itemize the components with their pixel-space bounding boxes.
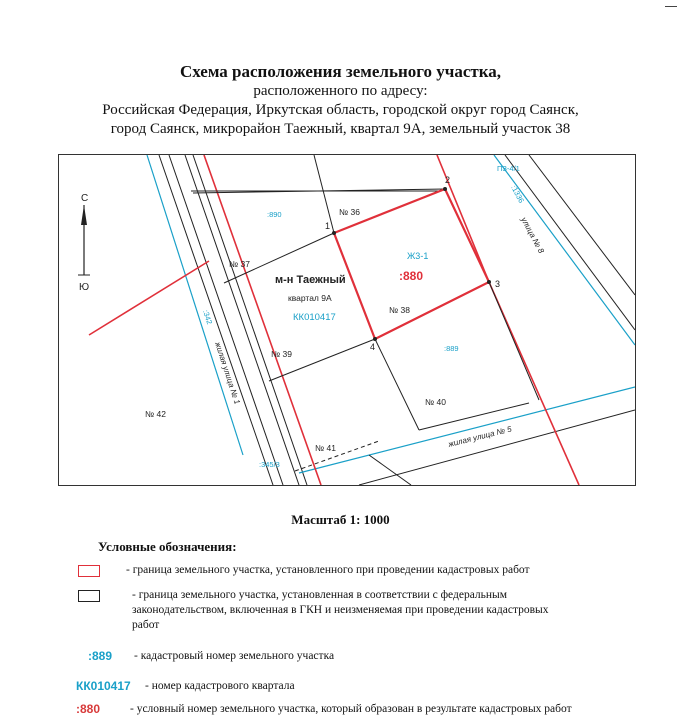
street-label: улица № 8 [519,215,546,255]
legend-title: Условные обозначения: [98,539,237,554]
formed-parcel-number: :880 [399,269,424,283]
parcel-number: :890 [267,210,282,219]
road-line [185,155,299,485]
address-line-1: Российская Федерация, Иркутская область, городской округ город Саянск, [102,102,579,118]
point-label: 1 [325,221,331,231]
lot-label: № 36 [339,207,360,217]
parcel-number: :1336 [509,183,526,205]
lot-label: № 42 [145,409,166,419]
north-arrow-icon [78,193,90,293]
point-label: 3 [495,279,501,289]
document-header [0,62,681,139]
point-label: 2 [445,175,451,185]
site-plan-map [58,154,636,486]
point-label: 4 [370,342,376,352]
lot-label: № 40 [425,397,446,407]
red-line [89,261,209,335]
zone-label: Ж3-1 [407,251,429,261]
document-title: Схема расположения земельного участка, [179,62,502,81]
legend-text: - условный номер земельного участка, который образован в результате кадастровых работ [130,703,572,715]
street-label: жилая улица № 1 [213,340,242,406]
block-label: квартал 9А [288,293,332,303]
parcel-boundary [314,155,334,233]
parcel-boundary [419,403,529,430]
parcel-boundary [375,339,419,430]
red-line [489,282,579,485]
legend-code: :880 [76,702,101,716]
scale-label: Масштаб 1: 1000 [291,512,390,527]
legend-text: - граница земельного участка, установленного при проведении кадастровых работ [126,564,530,576]
lot-label: № 37 [229,259,250,269]
zone-pz-label: ПЗ-4/1 [497,164,520,173]
cadastral-boundary [299,387,635,473]
parcel-boundary [269,339,375,381]
parcel-number: :342 [201,308,215,326]
compass-north: С [81,193,89,204]
road-line [159,155,273,485]
lot-label: № 39 [271,349,292,359]
black-boundary-swatch [78,590,100,602]
address-line-2: город Саянск, микрорайон Таежный, квартал 9А, земельный участок 38 [110,121,571,137]
red-boundary-swatch [78,565,100,577]
legend-code: КК010417 [76,679,131,693]
legend-code: :889 [88,649,113,663]
parcel-boundary [489,282,539,400]
address-intro: расположенного по адресу: [253,83,428,99]
road-line [169,155,283,485]
legend-text: - кадастровый номер земельного участка [134,650,335,662]
page-corner-mark [665,6,677,7]
legend-text: - номер кадастрового квартала [145,680,295,692]
corner-point [373,337,377,341]
parcel-number: :345/3 [259,460,280,469]
compass-south: Ю [79,282,90,293]
street-label: жилая улица № 5 [447,424,513,449]
lot-label: № 38 [389,305,410,315]
cadastral-boundary [494,155,635,345]
neighbourhood-label: м-н Таежный [275,274,346,286]
corner-point [443,187,447,191]
road-line [505,155,635,330]
corner-point [487,280,491,284]
parcel-number: :889 [444,344,459,353]
corner-point [332,231,336,235]
lot-label: № 41 [315,443,336,453]
legend-text: - граница земельного участка, установленная в соответствии с федеральным законодательством, включенная в ГКН и неизменяемая при проведении кадастровых работ [132,589,549,631]
cadastral-quarter-label: КК010417 [293,312,336,323]
